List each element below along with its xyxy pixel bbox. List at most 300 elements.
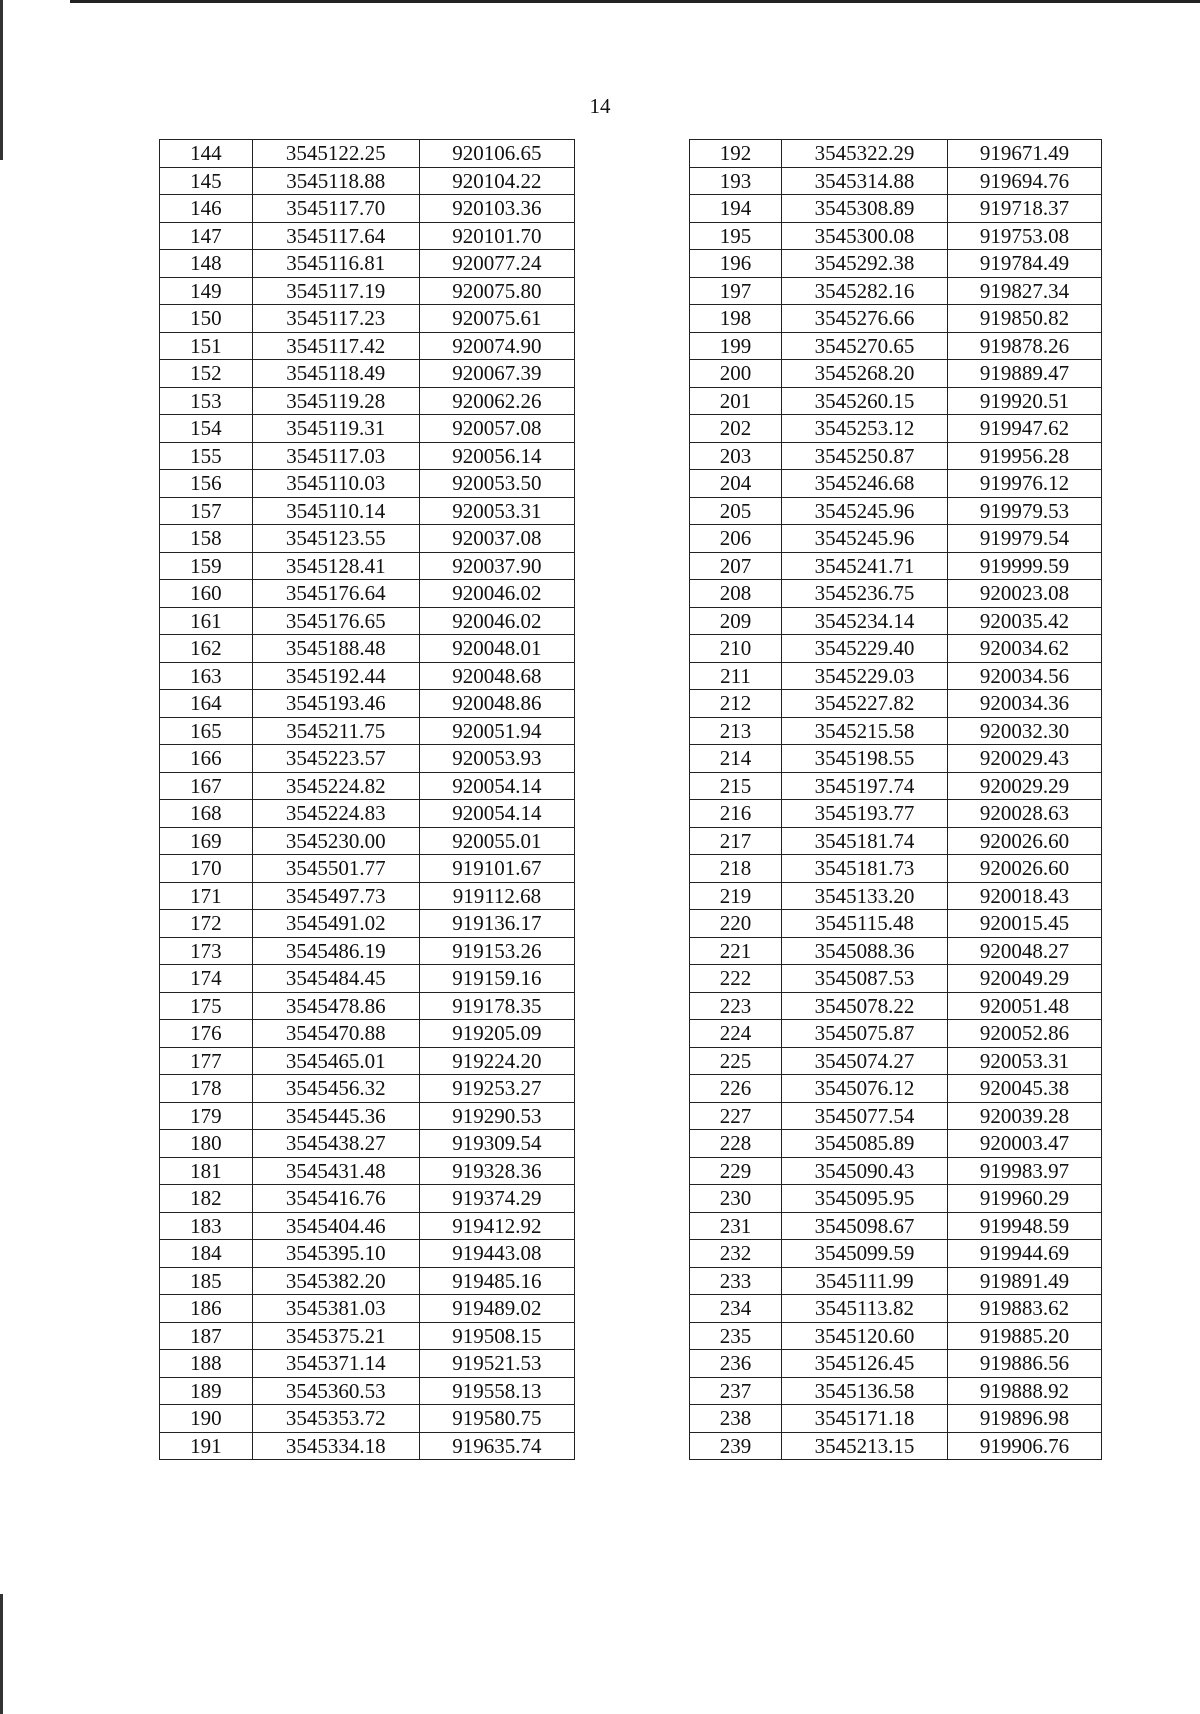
x-coordinate-cell: 3545116.81	[252, 250, 419, 278]
point-number-cell: 218	[690, 855, 782, 883]
point-number-cell: 239	[690, 1432, 782, 1460]
x-coordinate-cell: 3545404.46	[252, 1212, 419, 1240]
point-number-cell: 170	[160, 855, 253, 883]
table-row	[690, 195, 1102, 223]
table-row	[690, 442, 1102, 470]
y-coordinate-cell: 919112.68	[419, 882, 574, 910]
point-number-cell: 210	[690, 635, 782, 663]
scan-top-border	[70, 0, 1200, 3]
y-coordinate-cell: 920034.56	[948, 662, 1102, 690]
point-number-cell: 179	[160, 1102, 253, 1130]
y-coordinate-cell: 919827.34	[948, 277, 1102, 305]
y-coordinate-cell: 920046.02	[419, 580, 574, 608]
table-row	[160, 1432, 575, 1460]
x-coordinate-cell: 3545245.96	[782, 497, 948, 525]
x-coordinate-cell: 3545371.14	[252, 1350, 419, 1378]
table-row	[690, 1185, 1102, 1213]
point-number-cell: 157	[160, 497, 253, 525]
y-coordinate-cell: 920057.08	[419, 415, 574, 443]
scan-left-edge-bottom	[0, 1594, 3, 1714]
x-coordinate-cell: 3545227.82	[782, 690, 948, 718]
x-coordinate-cell: 3545176.64	[252, 580, 419, 608]
table-row	[690, 1377, 1102, 1405]
page-number: 14	[589, 94, 611, 118]
y-coordinate-cell: 920067.39	[419, 360, 574, 388]
x-coordinate-cell: 3545095.95	[782, 1185, 948, 1213]
y-coordinate-cell: 920074.90	[419, 332, 574, 360]
y-coordinate-cell: 920026.60	[948, 855, 1102, 883]
point-number-cell: 208	[690, 580, 782, 608]
point-number-cell: 214	[690, 745, 782, 773]
y-coordinate-cell: 920106.65	[419, 140, 574, 168]
x-coordinate-cell: 3545117.64	[252, 222, 419, 250]
y-coordinate-cell: 919508.15	[419, 1322, 574, 1350]
table-row	[690, 635, 1102, 663]
y-coordinate-cell: 920056.14	[419, 442, 574, 470]
table-row	[160, 1295, 575, 1323]
table-row	[690, 552, 1102, 580]
point-number-cell: 172	[160, 910, 253, 938]
table-row	[160, 277, 575, 305]
point-number-cell: 177	[160, 1047, 253, 1075]
x-coordinate-cell: 3545197.74	[782, 772, 948, 800]
table-row	[690, 525, 1102, 553]
table-row	[690, 1130, 1102, 1158]
y-coordinate-cell: 920015.45	[948, 910, 1102, 938]
point-number-cell: 158	[160, 525, 253, 553]
x-coordinate-cell: 3545395.10	[252, 1240, 419, 1268]
point-number-cell: 173	[160, 937, 253, 965]
point-number-cell: 234	[690, 1295, 782, 1323]
point-number-cell: 190	[160, 1405, 253, 1433]
point-number-cell: 168	[160, 800, 253, 828]
x-coordinate-cell: 3545198.55	[782, 745, 948, 773]
table-row	[690, 1047, 1102, 1075]
table-row	[690, 1295, 1102, 1323]
point-number-cell: 199	[690, 332, 782, 360]
point-number-cell: 219	[690, 882, 782, 910]
y-coordinate-cell: 919558.13	[419, 1377, 574, 1405]
y-coordinate-cell: 920037.08	[419, 525, 574, 553]
table-row	[690, 1350, 1102, 1378]
x-coordinate-cell: 3545241.71	[782, 552, 948, 580]
x-coordinate-cell: 3545431.48	[252, 1157, 419, 1185]
table-row	[160, 387, 575, 415]
x-coordinate-cell: 3545223.57	[252, 745, 419, 773]
point-number-cell: 198	[690, 305, 782, 333]
y-coordinate-cell: 919906.76	[948, 1432, 1102, 1460]
y-coordinate-cell: 919718.37	[948, 195, 1102, 223]
x-coordinate-cell: 3545193.77	[782, 800, 948, 828]
y-coordinate-cell: 920037.90	[419, 552, 574, 580]
point-number-cell: 204	[690, 470, 782, 498]
table-row	[160, 525, 575, 553]
x-coordinate-cell: 3545211.75	[252, 717, 419, 745]
x-coordinate-cell: 3545192.44	[252, 662, 419, 690]
table-row	[160, 442, 575, 470]
table-row	[690, 717, 1102, 745]
y-coordinate-cell: 920029.43	[948, 745, 1102, 773]
y-coordinate-cell: 920054.14	[419, 800, 574, 828]
point-number-cell: 180	[160, 1130, 253, 1158]
point-number-cell: 213	[690, 717, 782, 745]
table-row	[690, 387, 1102, 415]
table-row	[690, 662, 1102, 690]
point-number-cell: 154	[160, 415, 253, 443]
x-coordinate-cell: 3545229.40	[782, 635, 948, 663]
table-row	[690, 167, 1102, 195]
y-coordinate-cell: 919956.28	[948, 442, 1102, 470]
point-number-cell: 215	[690, 772, 782, 800]
y-coordinate-cell: 920055.01	[419, 827, 574, 855]
table-row	[160, 910, 575, 938]
table-row	[160, 415, 575, 443]
point-number-cell: 174	[160, 965, 253, 993]
x-coordinate-cell: 3545245.96	[782, 525, 948, 553]
x-coordinate-cell: 3545171.18	[782, 1405, 948, 1433]
table-row	[160, 745, 575, 773]
x-coordinate-cell: 3545136.58	[782, 1377, 948, 1405]
table-row	[690, 250, 1102, 278]
y-coordinate-cell: 920101.70	[419, 222, 574, 250]
y-coordinate-cell: 919153.26	[419, 937, 574, 965]
y-coordinate-cell: 919178.35	[419, 992, 574, 1020]
point-number-cell: 150	[160, 305, 253, 333]
x-coordinate-cell: 3545122.25	[252, 140, 419, 168]
table-row	[690, 497, 1102, 525]
x-coordinate-cell: 3545176.65	[252, 607, 419, 635]
table-row	[160, 195, 575, 223]
x-coordinate-cell: 3545322.29	[782, 140, 948, 168]
x-coordinate-cell: 3545117.70	[252, 195, 419, 223]
x-coordinate-cell: 3545445.36	[252, 1102, 419, 1130]
point-number-cell: 225	[690, 1047, 782, 1075]
x-coordinate-cell: 3545111.99	[782, 1267, 948, 1295]
x-coordinate-cell: 3545353.72	[252, 1405, 419, 1433]
table-row	[160, 662, 575, 690]
y-coordinate-cell: 920077.24	[419, 250, 574, 278]
x-coordinate-cell: 3545230.00	[252, 827, 419, 855]
x-coordinate-cell: 3545123.55	[252, 525, 419, 553]
point-number-cell: 161	[160, 607, 253, 635]
x-coordinate-cell: 3545118.49	[252, 360, 419, 388]
y-coordinate-cell: 919290.53	[419, 1102, 574, 1130]
coordinates-table-right	[689, 139, 1102, 1460]
x-coordinate-cell: 3545334.18	[252, 1432, 419, 1460]
x-coordinate-cell: 3545110.03	[252, 470, 419, 498]
x-coordinate-cell: 3545117.03	[252, 442, 419, 470]
y-coordinate-cell: 920053.31	[419, 497, 574, 525]
x-coordinate-cell: 3545088.36	[782, 937, 948, 965]
x-coordinate-cell: 3545491.02	[252, 910, 419, 938]
x-coordinate-cell: 3545075.87	[782, 1020, 948, 1048]
table-row	[160, 965, 575, 993]
x-coordinate-cell: 3545292.38	[782, 250, 948, 278]
x-coordinate-cell: 3545078.22	[782, 992, 948, 1020]
y-coordinate-cell: 919443.08	[419, 1240, 574, 1268]
y-coordinate-cell: 919888.92	[948, 1377, 1102, 1405]
table-row	[690, 827, 1102, 855]
point-number-cell: 231	[690, 1212, 782, 1240]
point-number-cell: 188	[160, 1350, 253, 1378]
point-number-cell: 223	[690, 992, 782, 1020]
point-number-cell: 216	[690, 800, 782, 828]
point-number-cell: 207	[690, 552, 782, 580]
point-number-cell: 155	[160, 442, 253, 470]
table-row	[160, 1020, 575, 1048]
y-coordinate-cell: 919159.16	[419, 965, 574, 993]
point-number-cell: 171	[160, 882, 253, 910]
y-coordinate-cell: 920075.80	[419, 277, 574, 305]
y-coordinate-cell: 919412.92	[419, 1212, 574, 1240]
table-row	[690, 745, 1102, 773]
x-coordinate-cell: 3545229.03	[782, 662, 948, 690]
point-number-cell: 236	[690, 1350, 782, 1378]
x-coordinate-cell: 3545478.86	[252, 992, 419, 1020]
y-coordinate-cell: 919205.09	[419, 1020, 574, 1048]
x-coordinate-cell: 3545381.03	[252, 1295, 419, 1323]
y-coordinate-cell: 919979.53	[948, 497, 1102, 525]
table-row	[690, 1212, 1102, 1240]
x-coordinate-cell: 3545181.74	[782, 827, 948, 855]
x-coordinate-cell: 3545077.54	[782, 1102, 948, 1130]
y-coordinate-cell: 919983.97	[948, 1157, 1102, 1185]
table-row	[690, 882, 1102, 910]
x-coordinate-cell: 3545224.82	[252, 772, 419, 800]
y-coordinate-cell: 919580.75	[419, 1405, 574, 1433]
table-row	[160, 1157, 575, 1185]
table-row	[690, 800, 1102, 828]
x-coordinate-cell: 3545260.15	[782, 387, 948, 415]
point-number-cell: 148	[160, 250, 253, 278]
table-row	[160, 827, 575, 855]
y-coordinate-cell: 919671.49	[948, 140, 1102, 168]
x-coordinate-cell: 3545236.75	[782, 580, 948, 608]
point-number-cell: 232	[690, 1240, 782, 1268]
x-coordinate-cell: 3545438.27	[252, 1130, 419, 1158]
x-coordinate-cell: 3545300.08	[782, 222, 948, 250]
table-row	[160, 855, 575, 883]
x-coordinate-cell: 3545133.20	[782, 882, 948, 910]
y-coordinate-cell: 919328.36	[419, 1157, 574, 1185]
x-coordinate-cell: 3545456.32	[252, 1075, 419, 1103]
y-coordinate-cell: 920045.38	[948, 1075, 1102, 1103]
point-number-cell: 151	[160, 332, 253, 360]
x-coordinate-cell: 3545117.23	[252, 305, 419, 333]
point-number-cell: 226	[690, 1075, 782, 1103]
point-number-cell: 211	[690, 662, 782, 690]
y-coordinate-cell: 920034.62	[948, 635, 1102, 663]
y-coordinate-cell: 920023.08	[948, 580, 1102, 608]
table-row	[160, 1047, 575, 1075]
y-coordinate-cell: 920104.22	[419, 167, 574, 195]
y-coordinate-cell: 919485.16	[419, 1267, 574, 1295]
y-coordinate-cell: 919784.49	[948, 250, 1102, 278]
point-number-cell: 203	[690, 442, 782, 470]
y-coordinate-cell: 919753.08	[948, 222, 1102, 250]
table-row	[690, 415, 1102, 443]
x-coordinate-cell: 3545119.31	[252, 415, 419, 443]
x-coordinate-cell: 3545308.89	[782, 195, 948, 223]
point-number-cell: 146	[160, 195, 253, 223]
x-coordinate-cell: 3545090.43	[782, 1157, 948, 1185]
table-row	[160, 580, 575, 608]
x-coordinate-cell: 3545110.14	[252, 497, 419, 525]
y-coordinate-cell: 919489.02	[419, 1295, 574, 1323]
point-number-cell: 160	[160, 580, 253, 608]
x-coordinate-cell: 3545465.01	[252, 1047, 419, 1075]
x-coordinate-cell: 3545117.42	[252, 332, 419, 360]
y-coordinate-cell: 920062.26	[419, 387, 574, 415]
table-row	[690, 690, 1102, 718]
point-number-cell: 209	[690, 607, 782, 635]
coordinates-table-left	[159, 139, 575, 1460]
point-number-cell: 195	[690, 222, 782, 250]
x-coordinate-cell: 3545360.53	[252, 1377, 419, 1405]
table-row	[160, 470, 575, 498]
y-coordinate-cell: 919889.47	[948, 360, 1102, 388]
x-coordinate-cell: 3545246.68	[782, 470, 948, 498]
table-row	[160, 222, 575, 250]
point-number-cell: 191	[160, 1432, 253, 1460]
table-row	[160, 1212, 575, 1240]
y-coordinate-cell: 919101.67	[419, 855, 574, 883]
y-coordinate-cell: 919374.29	[419, 1185, 574, 1213]
table-row	[690, 772, 1102, 800]
y-coordinate-cell: 920028.63	[948, 800, 1102, 828]
table-row	[160, 552, 575, 580]
y-coordinate-cell: 920048.86	[419, 690, 574, 718]
point-number-cell: 159	[160, 552, 253, 580]
x-coordinate-cell: 3545270.65	[782, 332, 948, 360]
table-row	[160, 992, 575, 1020]
table-row	[690, 1157, 1102, 1185]
table-row	[690, 222, 1102, 250]
table-row	[160, 772, 575, 800]
x-coordinate-cell: 3545282.16	[782, 277, 948, 305]
table-row	[160, 607, 575, 635]
x-coordinate-cell: 3545085.89	[782, 1130, 948, 1158]
point-number-cell: 187	[160, 1322, 253, 1350]
x-coordinate-cell: 3545215.58	[782, 717, 948, 745]
table-row	[160, 332, 575, 360]
point-number-cell: 200	[690, 360, 782, 388]
point-number-cell: 144	[160, 140, 253, 168]
y-coordinate-cell: 920054.14	[419, 772, 574, 800]
y-coordinate-cell: 919948.59	[948, 1212, 1102, 1240]
x-coordinate-cell: 3545470.88	[252, 1020, 419, 1048]
table-row	[160, 305, 575, 333]
y-coordinate-cell: 920048.27	[948, 937, 1102, 965]
y-coordinate-cell: 920034.36	[948, 690, 1102, 718]
point-number-cell: 212	[690, 690, 782, 718]
x-coordinate-cell: 3545193.46	[252, 690, 419, 718]
y-coordinate-cell: 919896.98	[948, 1405, 1102, 1433]
table-row	[690, 305, 1102, 333]
y-coordinate-cell: 920048.01	[419, 635, 574, 663]
point-number-cell: 222	[690, 965, 782, 993]
point-number-cell: 238	[690, 1405, 782, 1433]
x-coordinate-cell: 3545076.12	[782, 1075, 948, 1103]
x-coordinate-cell: 3545375.21	[252, 1322, 419, 1350]
point-number-cell: 192	[690, 140, 782, 168]
point-number-cell: 220	[690, 910, 782, 938]
y-coordinate-cell: 920035.42	[948, 607, 1102, 635]
y-coordinate-cell: 919136.17	[419, 910, 574, 938]
table-row	[160, 1377, 575, 1405]
y-coordinate-cell: 919979.54	[948, 525, 1102, 553]
table-row	[690, 277, 1102, 305]
table-row	[160, 1130, 575, 1158]
x-coordinate-cell: 3545224.83	[252, 800, 419, 828]
table-row	[160, 1405, 575, 1433]
table-row	[690, 1405, 1102, 1433]
y-coordinate-cell: 920051.48	[948, 992, 1102, 1020]
point-number-cell: 193	[690, 167, 782, 195]
y-coordinate-cell: 920003.47	[948, 1130, 1102, 1158]
x-coordinate-cell: 3545126.45	[782, 1350, 948, 1378]
x-coordinate-cell: 3545416.76	[252, 1185, 419, 1213]
point-number-cell: 149	[160, 277, 253, 305]
table-row	[690, 1322, 1102, 1350]
table-row	[160, 1322, 575, 1350]
x-coordinate-cell: 3545115.48	[782, 910, 948, 938]
y-coordinate-cell: 920018.43	[948, 882, 1102, 910]
x-coordinate-cell: 3545099.59	[782, 1240, 948, 1268]
point-number-cell: 163	[160, 662, 253, 690]
point-number-cell: 152	[160, 360, 253, 388]
table-row	[160, 1240, 575, 1268]
table-row	[690, 1075, 1102, 1103]
table-row	[160, 717, 575, 745]
table-row	[160, 1350, 575, 1378]
x-coordinate-cell: 3545098.67	[782, 1212, 948, 1240]
y-coordinate-cell: 919944.69	[948, 1240, 1102, 1268]
table-row	[160, 1075, 575, 1103]
table-row	[690, 580, 1102, 608]
point-number-cell: 230	[690, 1185, 782, 1213]
point-number-cell: 169	[160, 827, 253, 855]
x-coordinate-cell: 3545074.27	[782, 1047, 948, 1075]
y-coordinate-cell: 920046.02	[419, 607, 574, 635]
table-row	[160, 1267, 575, 1295]
coordinates-table-right-body	[690, 140, 1102, 1460]
point-number-cell: 185	[160, 1267, 253, 1295]
point-number-cell: 176	[160, 1020, 253, 1048]
table-row	[690, 1432, 1102, 1460]
x-coordinate-cell: 3545188.48	[252, 635, 419, 663]
y-coordinate-cell: 919999.59	[948, 552, 1102, 580]
y-coordinate-cell: 920053.93	[419, 745, 574, 773]
point-number-cell: 145	[160, 167, 253, 195]
table-row	[690, 140, 1102, 168]
point-number-cell: 167	[160, 772, 253, 800]
table-row	[690, 910, 1102, 938]
point-number-cell: 217	[690, 827, 782, 855]
table-row	[160, 140, 575, 168]
y-coordinate-cell: 919521.53	[419, 1350, 574, 1378]
y-coordinate-cell: 919960.29	[948, 1185, 1102, 1213]
table-row	[690, 360, 1102, 388]
point-number-cell: 229	[690, 1157, 782, 1185]
y-coordinate-cell: 920053.50	[419, 470, 574, 498]
y-coordinate-cell: 919947.62	[948, 415, 1102, 443]
table-row	[690, 1267, 1102, 1295]
point-number-cell: 186	[160, 1295, 253, 1323]
point-number-cell: 201	[690, 387, 782, 415]
x-coordinate-cell: 3545382.20	[252, 1267, 419, 1295]
point-number-cell: 184	[160, 1240, 253, 1268]
